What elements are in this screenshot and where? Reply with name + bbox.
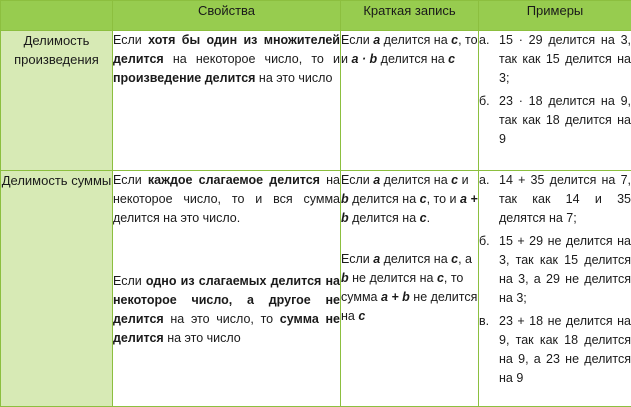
variable: c [419, 211, 427, 225]
properties-cell [113, 171, 341, 407]
example-text: 23 · 18 делится на 9, так как 18 делится на 9 [499, 94, 631, 146]
variable: c [451, 252, 459, 266]
variable: a · b [351, 52, 378, 66]
header-examples: Примеры [479, 1, 631, 31]
header-empty [1, 1, 113, 31]
variable: c [358, 309, 366, 323]
example-marker: б. [479, 94, 490, 108]
header-short-notation: Краткая запись [341, 1, 479, 31]
variable: a + b [341, 192, 478, 225]
example-item [479, 232, 631, 308]
header-properties: Свойства [113, 1, 341, 31]
example-text: 15 + 29 не делится на 3, так как 15 делится на 3, а 29 не делится на 3; [499, 234, 631, 305]
emphasis: сумма не делится [113, 312, 341, 345]
example-item [479, 92, 631, 149]
property-text: Если каждое слагаемое делится на некоторое число, то и вся сумма делится на это число. [113, 173, 340, 225]
emphasis: одно из слагаемых делится на некоторое число, а другое не делится [113, 274, 340, 326]
example-marker: а. [479, 33, 490, 47]
example-text: 14 + 35 делится на 7, так как 14 и 35 делятся на 7; [499, 173, 631, 225]
examples-cell [479, 31, 631, 171]
properties-cell [113, 31, 341, 171]
header-row [1, 1, 631, 31]
variable: c [448, 52, 456, 66]
property-text: Если одно из слагаемых делится на некоторое число, а другое не делится на это число, то сумма не делится на это число [113, 274, 341, 345]
emphasis: каждое слагаемое делится [147, 173, 320, 187]
example-marker: в. [479, 314, 490, 328]
variable: a [373, 33, 381, 47]
variable: c [419, 192, 427, 206]
property-text: Если хотя бы один из множителей делится на некоторое число, то и произведение делится на это число [113, 33, 340, 85]
short-notation-cell [341, 31, 479, 171]
example-marker: б. [479, 234, 490, 248]
variable: b [341, 192, 349, 206]
example-item [479, 171, 631, 228]
row-label-product: Делимость произведения [1, 31, 113, 171]
example-item [479, 31, 631, 88]
variable: a [373, 252, 381, 266]
table-row [1, 31, 631, 171]
example-text: 23 + 18 не делится на 9, так как 18 делится на 9, а 23 не делится на 9 [499, 314, 631, 385]
example-text: 15 · 29 делится на 3, так как 15 делится на 3; [499, 33, 631, 85]
example-item [479, 312, 631, 388]
variable: a + b [380, 290, 410, 304]
variable: a [373, 173, 381, 187]
row-label-sum: Делимость суммы [1, 171, 113, 407]
short-notation-text: Если a делится на c, то и a · b делится на c [341, 33, 478, 66]
variable: c [436, 271, 444, 285]
short-notation-cell [341, 171, 479, 407]
example-marker: а. [479, 173, 490, 187]
emphasis: произведение делится [113, 71, 256, 85]
examples-cell [479, 171, 631, 407]
variable: c [451, 33, 459, 47]
short-notation-text: Если a делится на c и b делится на c, то и a + b делится на c. [341, 173, 478, 225]
table-row [1, 171, 631, 407]
variable: c [451, 173, 459, 187]
emphasis: хотя бы один из множителей делится [113, 33, 340, 66]
variable: b [341, 271, 349, 285]
short-notation-text: Если a делится на c, а b не делится на c, то сумма a + b не делится на c [341, 252, 478, 323]
